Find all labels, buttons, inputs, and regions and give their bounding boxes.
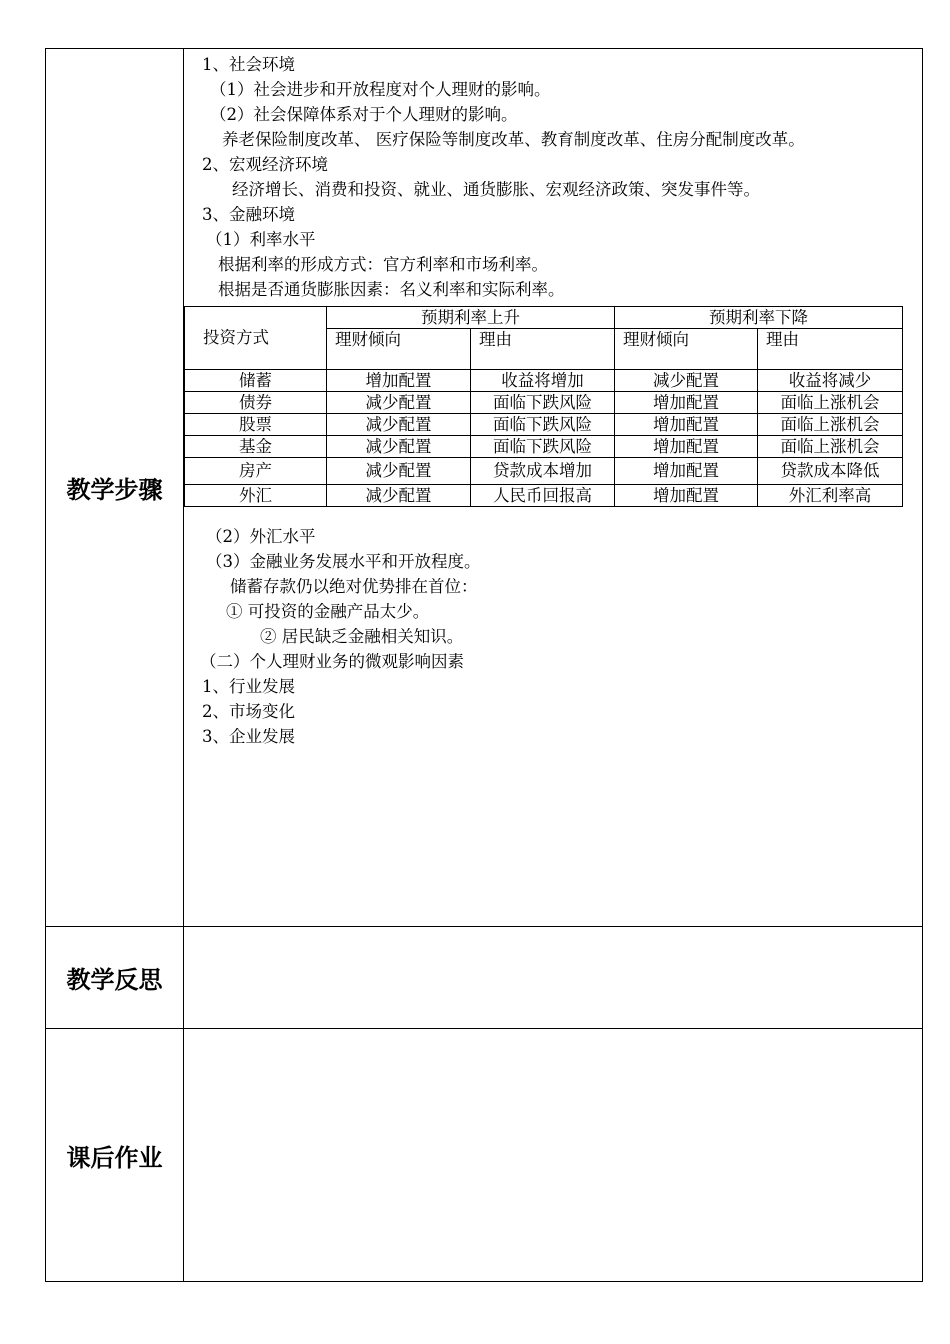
table-cell: 减少配置 bbox=[327, 414, 471, 436]
text-line: 1、行业发展 bbox=[202, 677, 295, 696]
table-cell: 减少配置 bbox=[327, 485, 471, 507]
teaching-steps-content bbox=[184, 49, 922, 926]
rate-down-header: 预期利率下降 bbox=[615, 307, 903, 329]
table-cell: 储蓄 bbox=[185, 370, 327, 392]
table-cell: 减少配置 bbox=[615, 370, 758, 392]
table-cell: 贷款成本增加 bbox=[471, 458, 615, 485]
table-row bbox=[185, 414, 903, 436]
table-cell: 增加配置 bbox=[615, 458, 758, 485]
heading-social-environment: 1、社会环境 bbox=[202, 55, 295, 74]
reason-header: 理由 bbox=[471, 329, 615, 370]
heading-micro-factors: （二）个人理财业务的微观影响因素 bbox=[200, 652, 464, 671]
rate-up-header: 预期利率上升 bbox=[327, 307, 615, 329]
row-homework bbox=[46, 1029, 922, 1281]
table-cell: 减少配置 bbox=[327, 392, 471, 414]
table-cell: 减少配置 bbox=[327, 436, 471, 458]
tendency-header: 理财倾向 bbox=[615, 329, 758, 370]
text-line: （2）外汇水平 bbox=[206, 527, 316, 546]
table-cell: 面临下跌风险 bbox=[471, 414, 615, 436]
row-teaching-reflection bbox=[46, 927, 922, 1029]
text-line: （3）金融业务发展水平和开放程度。 bbox=[206, 552, 481, 571]
table-cell: 增加配置 bbox=[615, 414, 758, 436]
row-label-teaching-steps: 教学步骤 bbox=[66, 476, 163, 504]
text-line: （1）利率水平 bbox=[206, 230, 316, 249]
row-label-cell bbox=[46, 1029, 184, 1281]
text-line: 储蓄存款仍以绝对优势排在首位： bbox=[230, 577, 478, 596]
table-cell: 增加配置 bbox=[615, 436, 758, 458]
text-line: 根据是否通货膨胀因素：名义利率和实际利率。 bbox=[218, 280, 565, 299]
text-line: （2）社会保障体系对于个人理财的影响。 bbox=[210, 105, 518, 124]
row-label-homework: 课后作业 bbox=[66, 1143, 163, 1172]
table-cell: 基金 bbox=[185, 436, 327, 458]
text-line: 经济增长、消费和投资、就业、通货膨胀、宏观经济政策、突发事件等。 bbox=[232, 180, 760, 199]
table-cell: 增加配置 bbox=[615, 485, 758, 507]
table-cell: 股票 bbox=[185, 414, 327, 436]
table-cell: 增加配置 bbox=[615, 392, 758, 414]
table-cell: 收益将增加 bbox=[471, 370, 615, 392]
table-cell: 债券 bbox=[185, 392, 327, 414]
table-cell: 人民币回报高 bbox=[471, 485, 615, 507]
table-cell: 减少配置 bbox=[327, 458, 471, 485]
table-row bbox=[185, 485, 903, 507]
text-line: （1）社会进步和开放程度对个人理财的影响。 bbox=[210, 80, 551, 99]
table-row bbox=[185, 370, 903, 392]
table-row bbox=[185, 436, 903, 458]
table-row bbox=[185, 392, 903, 414]
table-row bbox=[185, 458, 903, 485]
tendency-header: 理财倾向 bbox=[327, 329, 471, 370]
text-line: 3、企业发展 bbox=[202, 727, 295, 746]
table-cell: 房产 bbox=[185, 458, 327, 485]
invest-method-header: 投资方式 bbox=[185, 307, 327, 370]
heading-macro-economy: 2、宏观经济环境 bbox=[202, 155, 328, 174]
text-line: ② 居民缺乏金融相关知识。 bbox=[260, 627, 464, 646]
table-cell: 面临下跌风险 bbox=[471, 436, 615, 458]
table-cell: 贷款成本降低 bbox=[758, 458, 903, 485]
row-teaching-steps bbox=[46, 49, 922, 927]
text-line: 养老保险制度改革、 医疗保险等制度改革、教育制度改革、住房分配制度改革。 bbox=[222, 130, 805, 149]
table-cell: 收益将减少 bbox=[758, 370, 903, 392]
heading-financial-environment: 3、金融环境 bbox=[202, 205, 295, 224]
text-line: 根据利率的形成方式：官方利率和市场利率。 bbox=[218, 255, 548, 274]
table-cell: 面临上涨机会 bbox=[758, 392, 903, 414]
table-cell: 增加配置 bbox=[327, 370, 471, 392]
homework-content bbox=[184, 1029, 922, 1281]
interest-rate-table bbox=[184, 306, 903, 507]
lesson-plan-table bbox=[45, 48, 923, 1282]
table-cell: 面临上涨机会 bbox=[758, 414, 903, 436]
text-line: ① 可投资的金融产品太少。 bbox=[226, 602, 430, 621]
text-line: 2、市场变化 bbox=[202, 702, 295, 721]
table-cell: 面临上涨机会 bbox=[758, 436, 903, 458]
row-label-cell bbox=[46, 927, 184, 1028]
row-label-cell bbox=[46, 49, 184, 926]
row-label-teaching-reflection: 教学反思 bbox=[66, 966, 163, 994]
table-cell: 外汇 bbox=[185, 485, 327, 507]
table-cell: 面临下跌风险 bbox=[471, 392, 615, 414]
table-cell: 外汇利率高 bbox=[758, 485, 903, 507]
reason-header: 理由 bbox=[758, 329, 903, 370]
teaching-reflection-content bbox=[184, 927, 922, 1028]
